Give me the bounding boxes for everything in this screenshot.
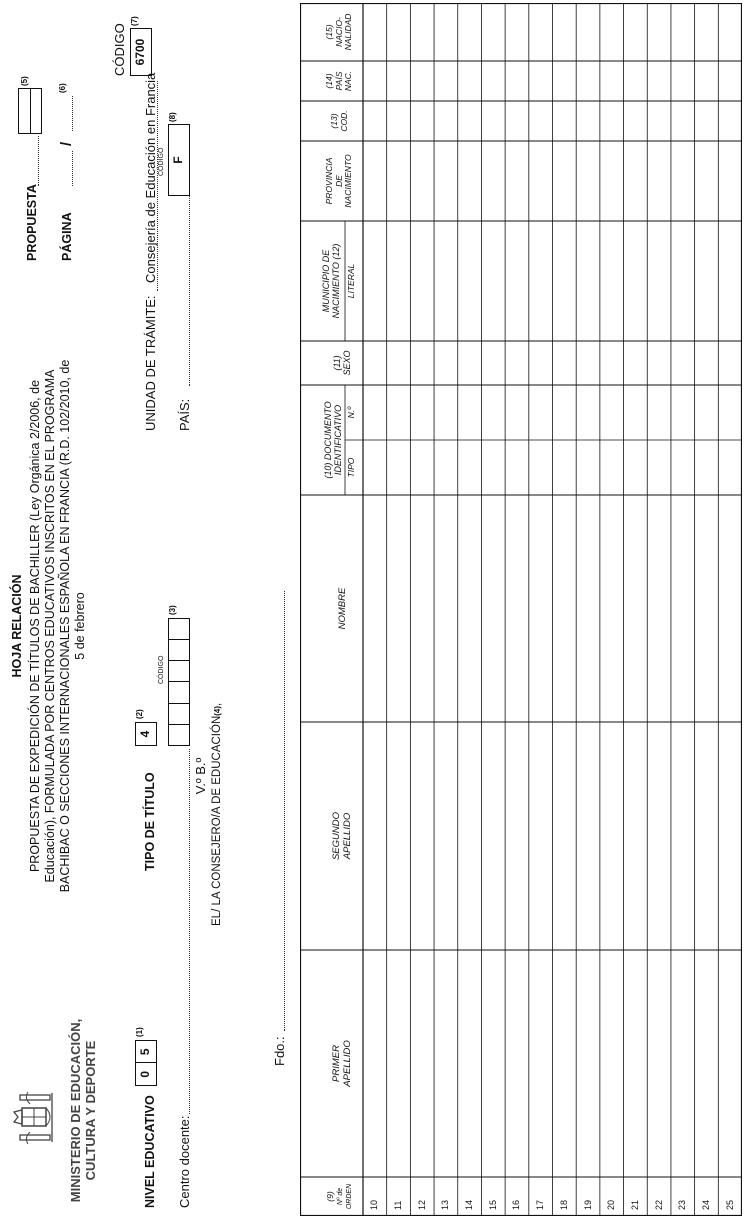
col-tipo-header: TIPO	[346, 457, 356, 478]
nivel-digit-1: 0	[136, 1063, 156, 1086]
row-number: 21	[629, 1199, 640, 1210]
row-number: 14	[464, 1199, 475, 1210]
pagina-ref: (6)	[58, 83, 67, 93]
col-numero-header: N.º	[346, 406, 356, 419]
nivel-box[interactable]	[135, 1040, 157, 1086]
propuesta-ref: (5)	[20, 76, 29, 86]
pagina-line-1[interactable]	[72, 151, 73, 186]
row-number: 15	[487, 1199, 498, 1210]
propuesta-label: PROPUESTA	[25, 184, 39, 261]
col-documento-header: (10) DOCUMENTO IDENTIFICATIVO	[323, 401, 343, 479]
pagina-slash: /	[58, 141, 75, 146]
centro-label: Centro docente:	[177, 1115, 192, 1208]
vb-role: EL/ LA CONSEJERO/A DE EDUCACIÓN(4),	[211, 702, 223, 926]
row-number: 20	[606, 1199, 617, 1210]
row-number: 23	[677, 1199, 688, 1210]
propuesta-line	[38, 136, 39, 186]
unidad-line	[157, 81, 158, 291]
centro-line[interactable]	[189, 749, 190, 1114]
codigo-label: CÓDIGO	[112, 23, 127, 76]
row-number: 24	[700, 1199, 711, 1210]
col-sexo-header: (11) SEXO	[332, 350, 352, 376]
centro-codigo-label: CÓDIGO	[158, 655, 165, 684]
row-number: 19	[582, 1199, 593, 1210]
row-number: 13	[440, 1199, 451, 1210]
students-table	[300, 3, 742, 1216]
nivel-ref: (1)	[135, 1027, 144, 1037]
fdo-label: Fdo.:	[272, 1036, 287, 1066]
col-primer-header: PRIMER APELLIDO	[331, 1040, 353, 1087]
row-number: 25	[724, 1199, 735, 1210]
col-segundo-header: SEGUNDO APELLIDO	[331, 811, 353, 861]
pais-line[interactable]	[189, 196, 190, 386]
row-number: 22	[653, 1199, 664, 1210]
propuesta-box[interactable]	[18, 88, 42, 134]
col-nacionalidad-header: (15) NACIO- NALIDAD	[324, 13, 353, 51]
unidad-label: UNIDAD DE TRÁMITE:	[143, 295, 158, 431]
row-number: 11	[393, 1200, 404, 1210]
pais-ref: (8)	[168, 112, 177, 122]
row-number: 16	[511, 1199, 522, 1210]
unidad-value: Consejería de Educación en Francia	[143, 72, 158, 283]
pais-label: PAÍS:	[177, 398, 192, 431]
col-cod-header: (13) COD.	[329, 110, 349, 132]
codigo-value: 6700	[130, 28, 152, 76]
col-municipio-header: MUNICIPIO DE NACIMIENTO (12)	[321, 243, 341, 319]
form-description: PROPUESTA DE EXPEDICIÓN DE TÍTULOS DE BACHILLER (Ley Orgánica 2/2006, de Educación), FORMULADA POR CENTROS EDUCATIVOS INSCRITOS EN EL PROGRAMA BACHIBAC O SECCIONES INTERNACIONALES ESPAÑOLA EN FRANCIA (R.D. 102/2010, de 5 de febrero	[28, 359, 87, 893]
col-provincia-header: PROVINCIA DE NACIMIENTO	[324, 154, 353, 208]
codigo-ref: (7)	[130, 16, 139, 26]
pagina-line-2[interactable]	[72, 96, 73, 131]
row-number: 10	[369, 1199, 380, 1210]
col-nombre-header: NOMBRE	[337, 587, 348, 630]
centro-codigo-box[interactable]	[168, 618, 190, 746]
tipo-ref: (2)	[135, 709, 144, 719]
form-title: HOJA RELACIÓN	[10, 574, 24, 678]
coat-of-arms-icon	[8, 1088, 64, 1148]
tipo-value: 4	[135, 722, 157, 746]
table-border	[301, 4, 742, 1216]
col-literal-header: LITERAL	[346, 263, 356, 299]
pais-codigo-label: CÓDIGO	[158, 147, 165, 176]
tipo-label: TIPO DE TÍTULO	[143, 772, 157, 871]
pais-codigo-value: F	[168, 124, 190, 196]
row-number: 17	[535, 1199, 546, 1210]
nivel-digit-2: 5	[138, 1048, 152, 1056]
pagina-label: PÁGINA	[60, 212, 74, 261]
vb-label: V.º B.º	[193, 757, 208, 795]
col-orden-header: (9) Nº de ORDEN	[325, 1183, 353, 1210]
centro-ref: (3)	[168, 605, 177, 615]
row-number: 12	[416, 1199, 427, 1210]
col-pais-header: (14) PAÍS NAC.	[324, 70, 353, 92]
table-grid-lines	[300, 3, 742, 1216]
fdo-line[interactable]	[284, 591, 285, 1031]
ministry-name: MINISTERIO DE EDUCACIÓN, CULTURA Y DEPORTE	[68, 1018, 98, 1203]
nivel-label: NIVEL EDUCATIVO	[143, 1095, 157, 1208]
row-number: 18	[558, 1199, 569, 1210]
